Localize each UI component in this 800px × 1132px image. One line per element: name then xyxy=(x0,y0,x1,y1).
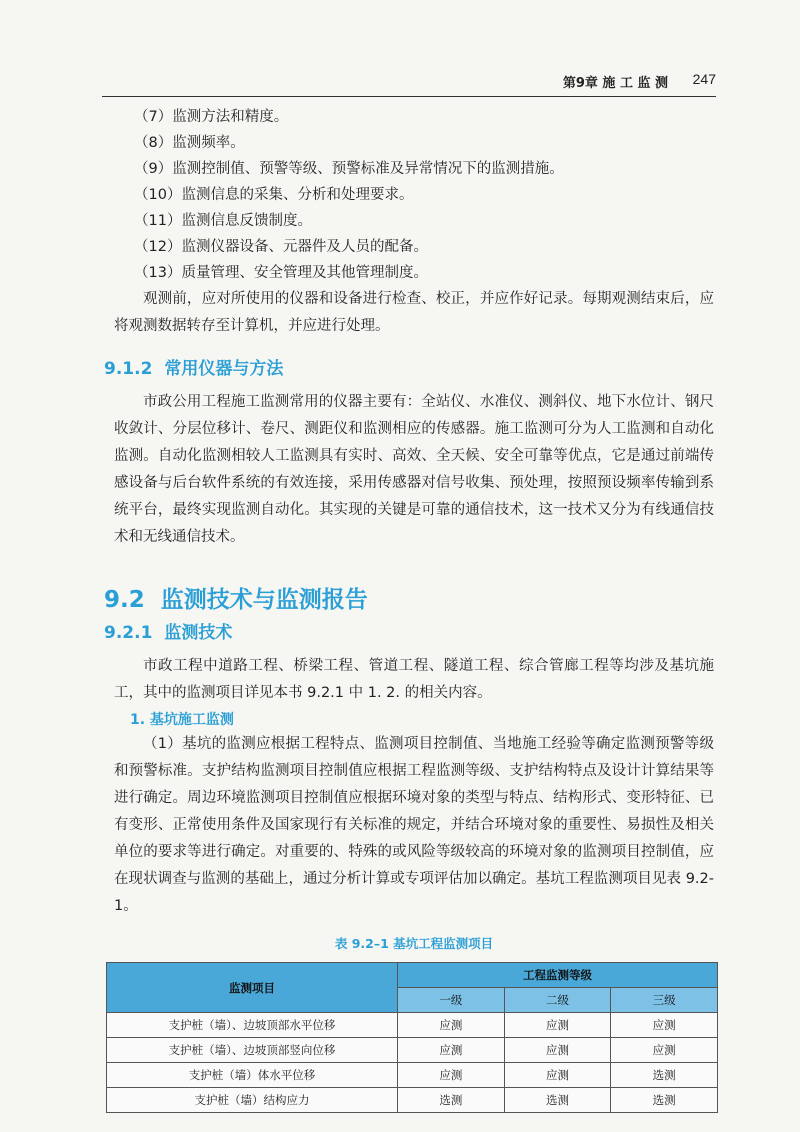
list-item: （13）质量管理、安全管理及其他管理制度。 xyxy=(134,265,428,281)
paragraph-observation: 观测前，应对所使用的仪器和设备进行检查、校正，并应作好记录。每期观测结束后，应将观测数据转存至计算机，并应进行处理。 xyxy=(114,291,714,334)
cell-item: 支护桩（墙）结构应力 xyxy=(107,1088,398,1113)
section-title: 常用仪器与方法 xyxy=(164,359,284,379)
table-row xyxy=(107,1088,718,1113)
section-heading-9-2-1 xyxy=(104,618,714,643)
list-item: （12）监测仪器设备、元器件及人员的配备。 xyxy=(134,239,428,255)
list-item: （9）监测控制值、预警等级、预警标准及异常情况下的监测措施。 xyxy=(134,161,564,177)
section-heading-9-2 xyxy=(104,581,714,614)
column-header-group: 工程监测等级 xyxy=(398,963,718,988)
cell-item: 支护桩（墙）体水平位移 xyxy=(107,1063,398,1088)
paragraph-pit: （1）基坑的监测应根据工程特点、监测项目控制值、当地施工经验等确定监测预警等级和预警标准。支护结构监测项目控制值应根据工程监测等级、支护结构特点及设计计算结果等进行确定。周边环境监测项目控制值应根据环境对象的类型与特点、结构形式、变形特征、已有变形、正常使用条件及国家现行有关标准的规定，并结合环境对象的重要性、易损性及相关单位的要求等进行确定。对重要的、特殊的或风险等级较高的环境对象的监测项目控制值，应在现状调查与监测的基础上，通过分析计算或专项评估加以确定。基坑工程监测项目见表 9.2-1。 xyxy=(114,736,714,914)
cell-value: 应测 xyxy=(611,1013,718,1038)
list-item: （10）监测信息的采集、分析和处理要求。 xyxy=(134,187,414,203)
section-heading-9-1-2 xyxy=(104,354,714,379)
cell-value: 选测 xyxy=(611,1063,718,1088)
subsection-heading: 1. 基坑施工监测 xyxy=(130,712,234,728)
section-number: 9.2.1 xyxy=(104,623,153,643)
cell-value: 选测 xyxy=(398,1088,505,1113)
cell-value: 应测 xyxy=(611,1038,718,1063)
list-item: （8）监测频率。 xyxy=(134,135,245,151)
cell-value: 应测 xyxy=(504,1038,611,1063)
monitoring-table xyxy=(106,962,718,1113)
cell-value: 应测 xyxy=(504,1063,611,1088)
section-title: 监测技术 xyxy=(164,623,233,643)
list-item: （7）监测方法和精度。 xyxy=(134,109,289,125)
page-number: 247 xyxy=(692,71,716,87)
column-header-level: 三级 xyxy=(611,988,718,1013)
cell-value: 应测 xyxy=(504,1013,611,1038)
list-item: （11）监测信息反馈制度。 xyxy=(134,213,312,229)
column-header-item: 监测项目 xyxy=(107,963,398,1013)
section-number: 9.1.2 xyxy=(104,359,153,379)
requirement-list xyxy=(114,104,714,286)
section-title: 监测技术与监测报告 xyxy=(160,587,368,613)
cell-item: 支护桩（墙）、边坡顶部竖向位移 xyxy=(107,1038,398,1063)
cell-value: 选测 xyxy=(611,1088,718,1113)
table-caption: 表 9.2–1 基坑工程监测项目 xyxy=(334,936,494,951)
paragraph-tech: 市政工程中道路工程、桥梁工程、管道工程、隧道工程、综合管廊工程等均涉及基坑施工，其中的监测项目详见本书 9.2.1 中 1. 2. 的相关内容。 xyxy=(114,658,714,701)
page-header xyxy=(102,70,716,97)
cell-value: 应测 xyxy=(398,1013,505,1038)
page-body xyxy=(104,104,714,1113)
cell-value: 应测 xyxy=(398,1063,505,1088)
column-header-level: 一级 xyxy=(398,988,505,1013)
chapter-title: 第9章 施 工 监 测 xyxy=(562,76,668,91)
cell-value: 选测 xyxy=(504,1088,611,1113)
paragraph-instruments: 市政公用工程施工监测常用的仪器主要有：全站仪、水准仪、测斜仪、地下水位计、钢尺收敛计、分层位移计、卷尺、测距仪和监测相应的传感器。施工监测可分为人工监测和自动化监测。自动化监测相较人工监测具有实时、高效、全天候、安全可靠等优点，它是通过前端传感设备与后台软件系统的有效连接，采用传感器对信号收集、预处理，按照预设频率传输到系统平台，最终实现监测自动化。其实现的关键是可靠的通信技术，这一技术又分为有线通信技术和无线通信技术。 xyxy=(114,394,714,545)
table-row xyxy=(107,1038,718,1063)
section-number: 9.2 xyxy=(104,587,145,613)
table-row xyxy=(107,1063,718,1088)
table-row xyxy=(107,1013,718,1038)
cell-value: 应测 xyxy=(398,1038,505,1063)
column-header-level: 二级 xyxy=(504,988,611,1013)
cell-item: 支护桩（墙）、边坡顶部水平位移 xyxy=(107,1013,398,1038)
